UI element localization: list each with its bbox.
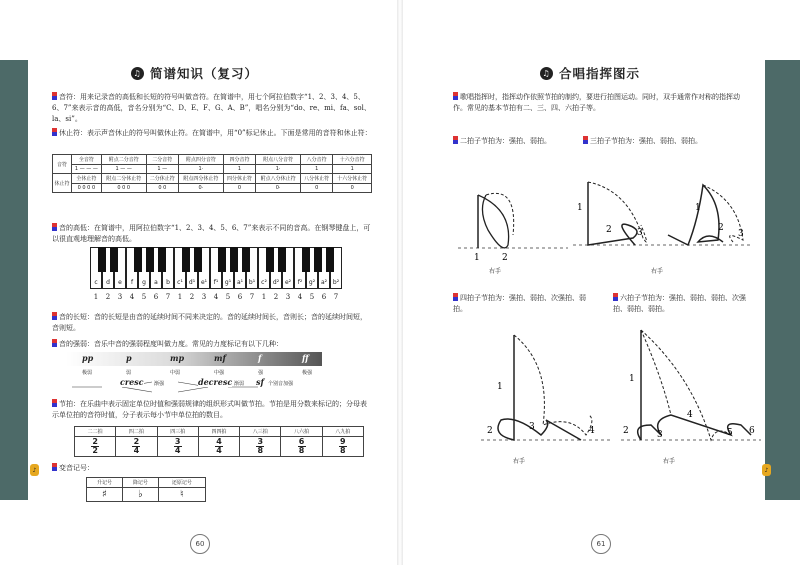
strength-paragraph: 音的强弱：音乐中音的强弱程度叫做力度。常见的力度标记有以下几种：	[52, 339, 372, 350]
time-denominator: 2	[92, 446, 98, 455]
dynamic-mark: pp	[82, 353, 94, 363]
key-number: 6	[321, 293, 327, 301]
time-denominator: 8	[257, 446, 264, 455]
time-signature	[240, 437, 281, 457]
dynamic-mark: mf	[214, 353, 226, 363]
time-signature	[116, 437, 157, 457]
table-cell: 1	[300, 165, 332, 174]
key-label: d¹	[188, 279, 196, 286]
dynamic-label: 中弱	[170, 370, 181, 376]
bullet-icon	[453, 136, 458, 144]
hand-label: 右手	[651, 268, 664, 275]
table-cell: 0 0 0 0	[72, 184, 102, 193]
table-cell: 1·	[256, 165, 301, 174]
table-cell: 附点四分休止符	[178, 174, 223, 184]
duple-beat-diagram	[458, 175, 568, 265]
time-numerator: 2	[133, 437, 140, 446]
key-numbers	[90, 293, 342, 309]
svg-text:6: 6	[749, 426, 755, 436]
key-label: a²	[320, 279, 328, 286]
key-number: 2	[105, 293, 111, 301]
rest-paragraph: 休止符：表示声音休止的符号叫做休止符。在简谱中，用“0”标记休止。下面是常用的音符和休止符：	[52, 128, 372, 139]
bullet-icon	[52, 312, 57, 320]
bullet-icon	[453, 293, 458, 301]
table-cell: 四分休止符	[223, 174, 255, 184]
dynamic-mark: ff	[302, 353, 309, 363]
dynamic-mark: mp	[170, 353, 185, 363]
table-cell: 0	[223, 184, 255, 193]
time-denominator: 4	[174, 446, 181, 455]
table-cell: 全音符	[72, 155, 102, 165]
quadruple-caption: 四拍子节拍为：强拍、弱拍、次强拍、弱拍。	[453, 294, 586, 313]
key-label: d	[106, 279, 110, 286]
black-key	[110, 247, 118, 272]
key-number: 1	[93, 293, 99, 301]
key-label: a	[154, 279, 158, 286]
page-tab-right: ♪	[762, 464, 771, 476]
conducting-intro: 歌唱指挥时，指挥动作依照节拍的制约，要进行拍图运动。同时，双手通常作对称的指挥动作。常见的基本节拍有二、三、四、六拍子等。	[453, 93, 740, 112]
bullet-icon	[453, 92, 458, 100]
black-key	[98, 247, 106, 272]
bullet-icon	[52, 463, 57, 471]
key-number: 1	[261, 293, 267, 301]
time-numerator: 3	[174, 437, 181, 446]
table-cell: 1 — —	[101, 165, 146, 174]
time-signature	[75, 437, 116, 457]
svg-text:1: 1	[577, 203, 583, 213]
decresc-label: 渐弱	[234, 381, 245, 387]
time-signature-name: 二二拍	[75, 427, 116, 437]
sfz-text: sf	[256, 377, 264, 387]
time-signature-name: 八三拍	[240, 427, 281, 437]
table-cell: 0 0 0	[101, 184, 146, 193]
time-denominator: 8	[298, 446, 305, 455]
table-cell: 0·	[256, 184, 301, 193]
black-key	[242, 247, 250, 272]
table-cell: 二分休止符	[146, 174, 178, 184]
table-cell: 1·	[178, 165, 223, 174]
svg-text:1: 1	[474, 253, 480, 263]
svg-text:2: 2	[487, 426, 493, 436]
time-signature	[198, 437, 239, 457]
accidental-name: 升记号	[87, 478, 123, 488]
key-label: f	[130, 279, 134, 286]
music-note-icon: ♫	[131, 67, 144, 80]
key-number: 5	[141, 293, 147, 301]
pitch-height-paragraph: 音的高低：在简谱中，用阿拉伯数字“1、2、3、4、5、6、7”来表示不同的音高。在钢琴键盘上，可以很直观地理解音的高低。	[52, 224, 371, 243]
page-number-right: 61	[591, 534, 611, 554]
triple-caption: 三拍子节拍为：强拍、弱拍、弱拍。	[583, 136, 743, 147]
black-key	[278, 247, 286, 272]
quadruple-beat-diagram	[481, 325, 611, 445]
svg-text:2: 2	[623, 426, 629, 436]
right-cover-edge	[765, 60, 800, 500]
table-cell: 四分音符	[223, 155, 255, 165]
svg-text:3: 3	[637, 228, 643, 238]
table-head-rest: 休止符	[53, 174, 72, 193]
sextuple-caption: 六拍子节拍为：强拍、弱拍、弱拍、次强拍、弱拍、弱拍。	[613, 294, 746, 313]
table-head-note: 音符	[53, 155, 72, 174]
table-cell: 附点八分音符	[256, 155, 301, 165]
time-numerator: 2	[92, 437, 98, 446]
cresc-label: 渐强	[154, 381, 165, 387]
bullet-icon	[613, 293, 618, 301]
cresc-text: cresc	[120, 377, 144, 387]
key-number: 3	[201, 293, 207, 301]
dynamic-label: 极强	[302, 370, 313, 376]
svg-text:4: 4	[589, 426, 595, 436]
left-page-title: ♫ 简谱知识（复习）	[131, 64, 258, 82]
svg-text:2: 2	[718, 223, 724, 233]
key-label: e¹	[200, 279, 208, 286]
dynamic-mark: f	[258, 353, 262, 363]
table-cell: 1 — — —	[72, 165, 102, 174]
key-label: f²	[297, 279, 303, 286]
decresc-text: decresc	[198, 377, 233, 387]
bullet-icon	[52, 128, 57, 136]
time-signature	[157, 437, 198, 457]
table-cell: 十六分音符	[333, 155, 372, 165]
accidental-symbol: ♭	[122, 488, 158, 502]
time-denominator: 4	[216, 446, 222, 455]
bullet-icon	[52, 223, 57, 231]
dynamic-label: 弱	[126, 370, 132, 376]
dynamic-label: 强	[258, 370, 264, 376]
key-number: 3	[285, 293, 291, 301]
hand-label: 右手	[489, 268, 502, 275]
time-denominator: 8	[340, 446, 346, 455]
sfz-label: 个别音加强	[268, 381, 294, 387]
accidental-paragraph: 变音记号：	[52, 463, 372, 474]
time-signature-table	[74, 426, 364, 457]
black-key	[134, 247, 142, 272]
svg-text:2: 2	[502, 253, 508, 263]
key-number: 5	[225, 293, 231, 301]
beat-paragraph: 节拍：在乐曲中表示固定单位时值和强弱规律的组织形式叫做节拍。节拍是用分数来标记的；分母表示单位拍的音符时值，分子表示每小节中单位拍的数目。	[52, 400, 367, 419]
dynamic-label: 极弱	[82, 370, 93, 376]
key-label: b²	[332, 279, 340, 286]
time-signature	[281, 437, 322, 457]
black-key	[314, 247, 322, 272]
svg-text:5: 5	[727, 428, 733, 438]
duple-caption: 二拍子节拍为：强拍、弱拍。	[453, 136, 583, 147]
sextuple-beat-diagram	[621, 325, 761, 445]
music-note-icon: ♫	[540, 67, 553, 80]
time-numerator: 3	[257, 437, 264, 446]
black-key	[230, 247, 238, 272]
time-signature	[322, 437, 363, 457]
key-label: g¹	[224, 279, 232, 286]
table-cell: 0	[333, 184, 372, 193]
table-cell: 十六分休止符	[333, 174, 372, 184]
key-label: g	[142, 279, 146, 286]
table-cell: 附点二分休止符	[101, 174, 146, 184]
key-label: e²	[284, 279, 292, 286]
time-signature-name: 四三拍	[157, 427, 198, 437]
piano-keyboard	[90, 247, 342, 289]
table-cell: 附点八分休止符	[256, 174, 301, 184]
hand-label: 右手	[663, 458, 676, 465]
bullet-icon	[52, 92, 57, 100]
black-key	[182, 247, 190, 272]
key-label: b	[166, 279, 170, 286]
table-cell: 八分音符	[300, 155, 332, 165]
key-label: b¹	[248, 279, 256, 286]
table-cell: 附点二分音符	[101, 155, 146, 165]
key-label: d²	[272, 279, 280, 286]
page-tab-left: ♪	[30, 464, 39, 476]
time-signature-name: 八九拍	[322, 427, 363, 437]
table-cell: 八分休止符	[300, 174, 332, 184]
time-numerator: 9	[340, 437, 346, 446]
key-number: 4	[297, 293, 303, 301]
left-page	[28, 0, 397, 565]
key-number: 2	[189, 293, 195, 301]
hand-label: 右手	[513, 458, 526, 465]
triple-beat-diagram	[573, 160, 753, 255]
black-key	[302, 247, 310, 272]
table-cell: 0	[300, 184, 332, 193]
left-cover-edge	[0, 60, 28, 500]
table-cell: 附点四分音符	[178, 155, 223, 165]
black-key	[218, 247, 226, 272]
black-key	[326, 247, 334, 272]
table-cell: 1 —	[146, 165, 178, 174]
note-rest-table	[52, 154, 372, 193]
key-number: 4	[129, 293, 135, 301]
dynamic-label: 中强	[214, 370, 225, 376]
bullet-icon	[583, 136, 588, 144]
time-numerator: 6	[298, 437, 305, 446]
time-signature-name: 四四拍	[198, 427, 239, 437]
table-cell: 全休止符	[72, 174, 102, 184]
right-page-title: ♫ 合唱指挥图示	[540, 64, 640, 82]
bullet-icon	[52, 399, 57, 407]
black-key	[194, 247, 202, 272]
dynamics-bar	[66, 352, 322, 366]
accidental-name: 还原记号	[158, 478, 205, 488]
time-denominator: 4	[133, 446, 140, 455]
key-number: 7	[165, 293, 171, 301]
black-key	[158, 247, 166, 272]
black-key	[146, 247, 154, 272]
accidental-symbol: ♮	[158, 488, 205, 502]
svg-text:1: 1	[497, 382, 503, 392]
svg-text:1: 1	[629, 374, 635, 384]
key-number: 7	[249, 293, 255, 301]
dynamic-mark: p	[126, 353, 132, 363]
key-number: 3	[117, 293, 123, 301]
time-signature-name: 四二拍	[116, 427, 157, 437]
accidental-name: 降记号	[122, 478, 158, 488]
svg-text:4: 4	[687, 410, 693, 420]
time-signature-name: 八六拍	[281, 427, 322, 437]
key-label: e	[118, 279, 122, 286]
key-label: g²	[308, 279, 316, 286]
pitch-paragraph: 音符：用来记录音的高低和长短的符号叫做音符。在简谱中，用七个阿拉伯数字“1、2、3、4、5、6、7”来表示音的高低，音名分别为“C、D、E、F、G、A、B”，唱名分别为“do、re、mi、fa、sol、la、si”。	[52, 93, 371, 123]
right-page	[403, 0, 765, 565]
page-number-left: 60	[190, 534, 210, 554]
table-cell: 0·	[178, 184, 223, 193]
key-number: 2	[273, 293, 279, 301]
svg-text:3: 3	[529, 422, 535, 432]
svg-text:2: 2	[606, 225, 612, 235]
svg-text:1: 1	[695, 203, 701, 213]
key-number: 6	[153, 293, 159, 301]
key-number: 1	[177, 293, 183, 301]
black-key	[266, 247, 274, 272]
key-number: 6	[237, 293, 243, 301]
key-label: f¹	[213, 279, 219, 286]
key-label: c²	[261, 279, 267, 286]
table-cell: 0 0	[146, 184, 178, 193]
key-label: a¹	[236, 279, 244, 286]
bullet-icon	[52, 339, 57, 347]
svg-text:3: 3	[738, 229, 744, 239]
length-paragraph: 音的长短：音的长短是由音的延续时间不同来决定的。音的延续时间长，音则长；音的延续时间短，音则短。	[52, 313, 367, 332]
key-number: 4	[213, 293, 219, 301]
key-number: 5	[309, 293, 315, 301]
key-label: c	[94, 279, 98, 286]
accidental-symbol: ♯	[87, 488, 123, 502]
time-numerator: 4	[216, 437, 222, 446]
svg-text:3: 3	[657, 430, 663, 440]
key-number: 7	[333, 293, 339, 301]
table-cell: 1	[333, 165, 372, 174]
accidental-table	[86, 477, 206, 502]
table-cell: 二分音符	[146, 155, 178, 165]
table-cell: 1	[223, 165, 255, 174]
key-label: c¹	[177, 279, 183, 286]
